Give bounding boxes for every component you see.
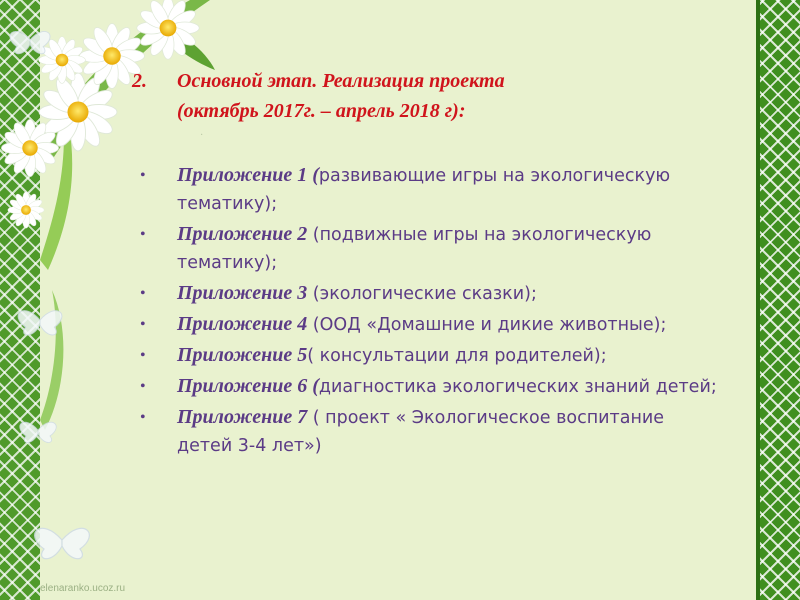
heading-line-2: (октябрь 2017г. – апрель 2018 г):: [177, 100, 466, 122]
item-body: (экологические сказки);: [307, 284, 537, 304]
slide-heading: [132, 66, 732, 126]
item-title: Приложение 7: [177, 406, 308, 428]
bullet-icon: •: [140, 226, 146, 243]
list-item: [132, 280, 722, 308]
item-title: Приложение 2: [177, 223, 308, 245]
list-item: [132, 311, 722, 339]
faint-dot-mark: ·: [200, 130, 204, 141]
item-body: (подвижные игры на экологическую тематику);: [177, 225, 652, 273]
heading-line-1: Основной этап. Реализация проекта: [177, 70, 505, 92]
bullet-icon: •: [140, 285, 146, 302]
bullet-icon: •: [140, 409, 146, 426]
item-title: Приложение 6 (: [177, 375, 319, 397]
bullet-icon: •: [140, 316, 146, 333]
watermark: elenaranko.ucoz.ru: [40, 583, 126, 594]
list-item: [132, 162, 722, 218]
bullet-icon: •: [140, 378, 146, 395]
item-title: Приложение 4: [177, 313, 308, 335]
item-body: ( консультации для родителей);: [307, 346, 607, 366]
heading-number: 2.: [132, 70, 147, 92]
bullet-icon: •: [140, 347, 146, 364]
item-body: (ООД «Домашние и дикие животные);: [307, 315, 667, 335]
appendix-list: [132, 162, 722, 463]
list-item: [132, 404, 722, 460]
list-item: [132, 373, 722, 401]
item-title: Приложение 5: [177, 344, 308, 366]
item-body: диагностика экологических знаний детей;: [318, 377, 717, 397]
item-title: Приложение 3: [177, 282, 308, 304]
list-item: [132, 221, 722, 277]
right-lattice-border: [756, 0, 800, 600]
list-item: [132, 342, 722, 370]
bullet-icon: •: [140, 167, 146, 184]
item-title: Приложение 1 (: [177, 164, 319, 186]
item-body: развивающие игры на экологическую тематику);: [177, 166, 671, 214]
item-body: ( проект « Экологическое воспитание детей 3-4 лет»): [177, 408, 665, 456]
